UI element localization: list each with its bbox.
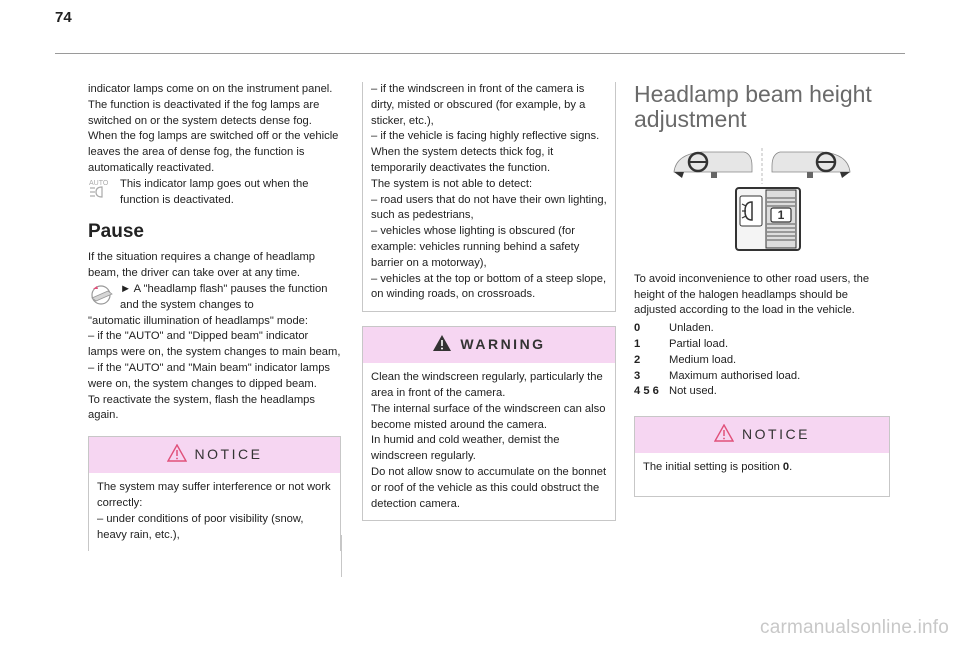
- header-rule: [55, 53, 905, 54]
- warning-header: [363, 327, 615, 363]
- flash-row: [88, 282, 341, 314]
- legend-text: Not used.: [669, 385, 717, 398]
- paragraph: Clean the windscreen regularly, particularly the area in front of the camera.: [371, 371, 603, 399]
- legend-text: Medium load.: [669, 353, 737, 366]
- paragraph: When the fog lamps are switched off or the vehicle leaves the area of dense fog, the function is automatically reactivated.: [88, 130, 339, 174]
- list-item: – if the "AUTO" and "Main beam" indicator lamps were on, the system changes to dipped beam.: [88, 361, 331, 390]
- list-item: – road users that do not have their own lighting, such as pedestrians,: [371, 193, 607, 222]
- height-dial-icon: [736, 188, 800, 250]
- section-heading-pause: Pause: [88, 221, 144, 243]
- svg-text:AUTO: AUTO: [89, 179, 109, 187]
- list-item: – vehicles at the top or bottom of a steep slope, on winding roads, on crossroads.: [371, 272, 607, 301]
- list-item: – if the windscreen in front of the camera is dirty, misted or obscured (for example, by a sticker, etc.),: [371, 83, 586, 127]
- legend-text: Maximum authorised load.: [669, 369, 801, 382]
- legend-key: 2: [634, 353, 641, 366]
- list-item: – under conditions of poor visibility (snow, heavy rain, etc.),: [97, 512, 304, 541]
- box-right-edge: [341, 535, 342, 577]
- paragraph: In humid and cold weather, demist the windscreen regularly.: [371, 434, 560, 463]
- legend-key: 1: [634, 337, 641, 350]
- list-item: – if the "AUTO" and "Dipped beam" indicator lamps were on, the system changes to main beam,: [88, 330, 341, 359]
- notice-box: [634, 416, 890, 497]
- legend-text: Partial load.: [669, 337, 729, 350]
- notice-title: NOTICE: [194, 446, 263, 463]
- flash-text: ► A "headlamp flash" pauses the function and the system changes to: [120, 282, 328, 311]
- notice-box: [88, 436, 341, 551]
- notice-title: NOTICE: [742, 426, 810, 443]
- auto-lamp-text: This indicator lamp goes out when the function is deactivated.: [120, 177, 309, 206]
- section-heading-headlamp: Headlamp beam height adjustment: [634, 81, 872, 132]
- paragraph: To reactivate the system, flash the headlamps again.: [88, 393, 315, 422]
- notice-continued-box: [362, 82, 616, 312]
- list-item: – vehicles whose lighting is obscured (for example: vehicles running behind a safety barrier on a motorway),: [371, 225, 580, 269]
- dial-value: 1: [777, 208, 785, 222]
- warning-body: [363, 363, 615, 520]
- paragraph: Do not allow snow to accumulate on the bonnet or roof of the vehicle as this could obstruct the detection camera.: [371, 465, 607, 510]
- column-2: [362, 82, 616, 521]
- column-1: [88, 82, 341, 551]
- warning-triangle-icon: [714, 424, 734, 446]
- page-number: 74: [55, 9, 72, 26]
- warning-triangle-icon: [432, 334, 452, 356]
- warning-box: [362, 326, 616, 521]
- paragraph: If the situation requires a change of headlamp beam, the driver can take over at any time.: [88, 251, 316, 280]
- paragraph: The system may suffer interference or not work correctly:: [97, 481, 331, 509]
- headlamp-adjust-diagram: [672, 142, 852, 258]
- legend-text: Unladen.: [669, 322, 714, 335]
- notice-body: [635, 453, 889, 496]
- paragraph: indicator lamps come on on the instrument panel.: [88, 83, 333, 95]
- paragraph: "automatic illumination of headlamps" mode:: [88, 314, 308, 327]
- notice-header: [635, 417, 889, 453]
- warning-title: WARNING: [460, 336, 546, 353]
- paragraph: The internal surface of the windscreen can also become misted around the camera.: [371, 402, 606, 431]
- paragraph: The initial setting is position 0.: [643, 461, 793, 474]
- watermark: carmanualsonline.info: [760, 617, 950, 638]
- legend-key: 3: [634, 369, 641, 382]
- paragraph: The system is not able to detect:: [371, 177, 533, 190]
- paragraph: To avoid inconvenience to other road users, the height of the halogen headlamps should be adjusted according to the load in the vehicle.: [634, 272, 870, 317]
- column-3: [634, 82, 890, 497]
- auto-headlamp-icon: [88, 178, 114, 206]
- list-item: – if the vehicle is facing highly reflective signs.: [371, 130, 600, 143]
- legend-key: 0: [634, 322, 641, 335]
- steering-stalk-icon: [88, 283, 116, 313]
- legend-key: 4 5 6: [634, 385, 659, 398]
- warning-triangle-icon: [167, 444, 187, 466]
- notice-header: [89, 437, 340, 473]
- paragraph: The function is deactivated if the fog lamps are switched on or the system detects dense fog.: [88, 98, 320, 127]
- auto-lamp-row: [88, 177, 341, 209]
- notice-body: [89, 473, 340, 551]
- paragraph: When the system detects thick fog, it temporarily deactivates the function.: [371, 146, 554, 174]
- load-legend: [634, 321, 890, 400]
